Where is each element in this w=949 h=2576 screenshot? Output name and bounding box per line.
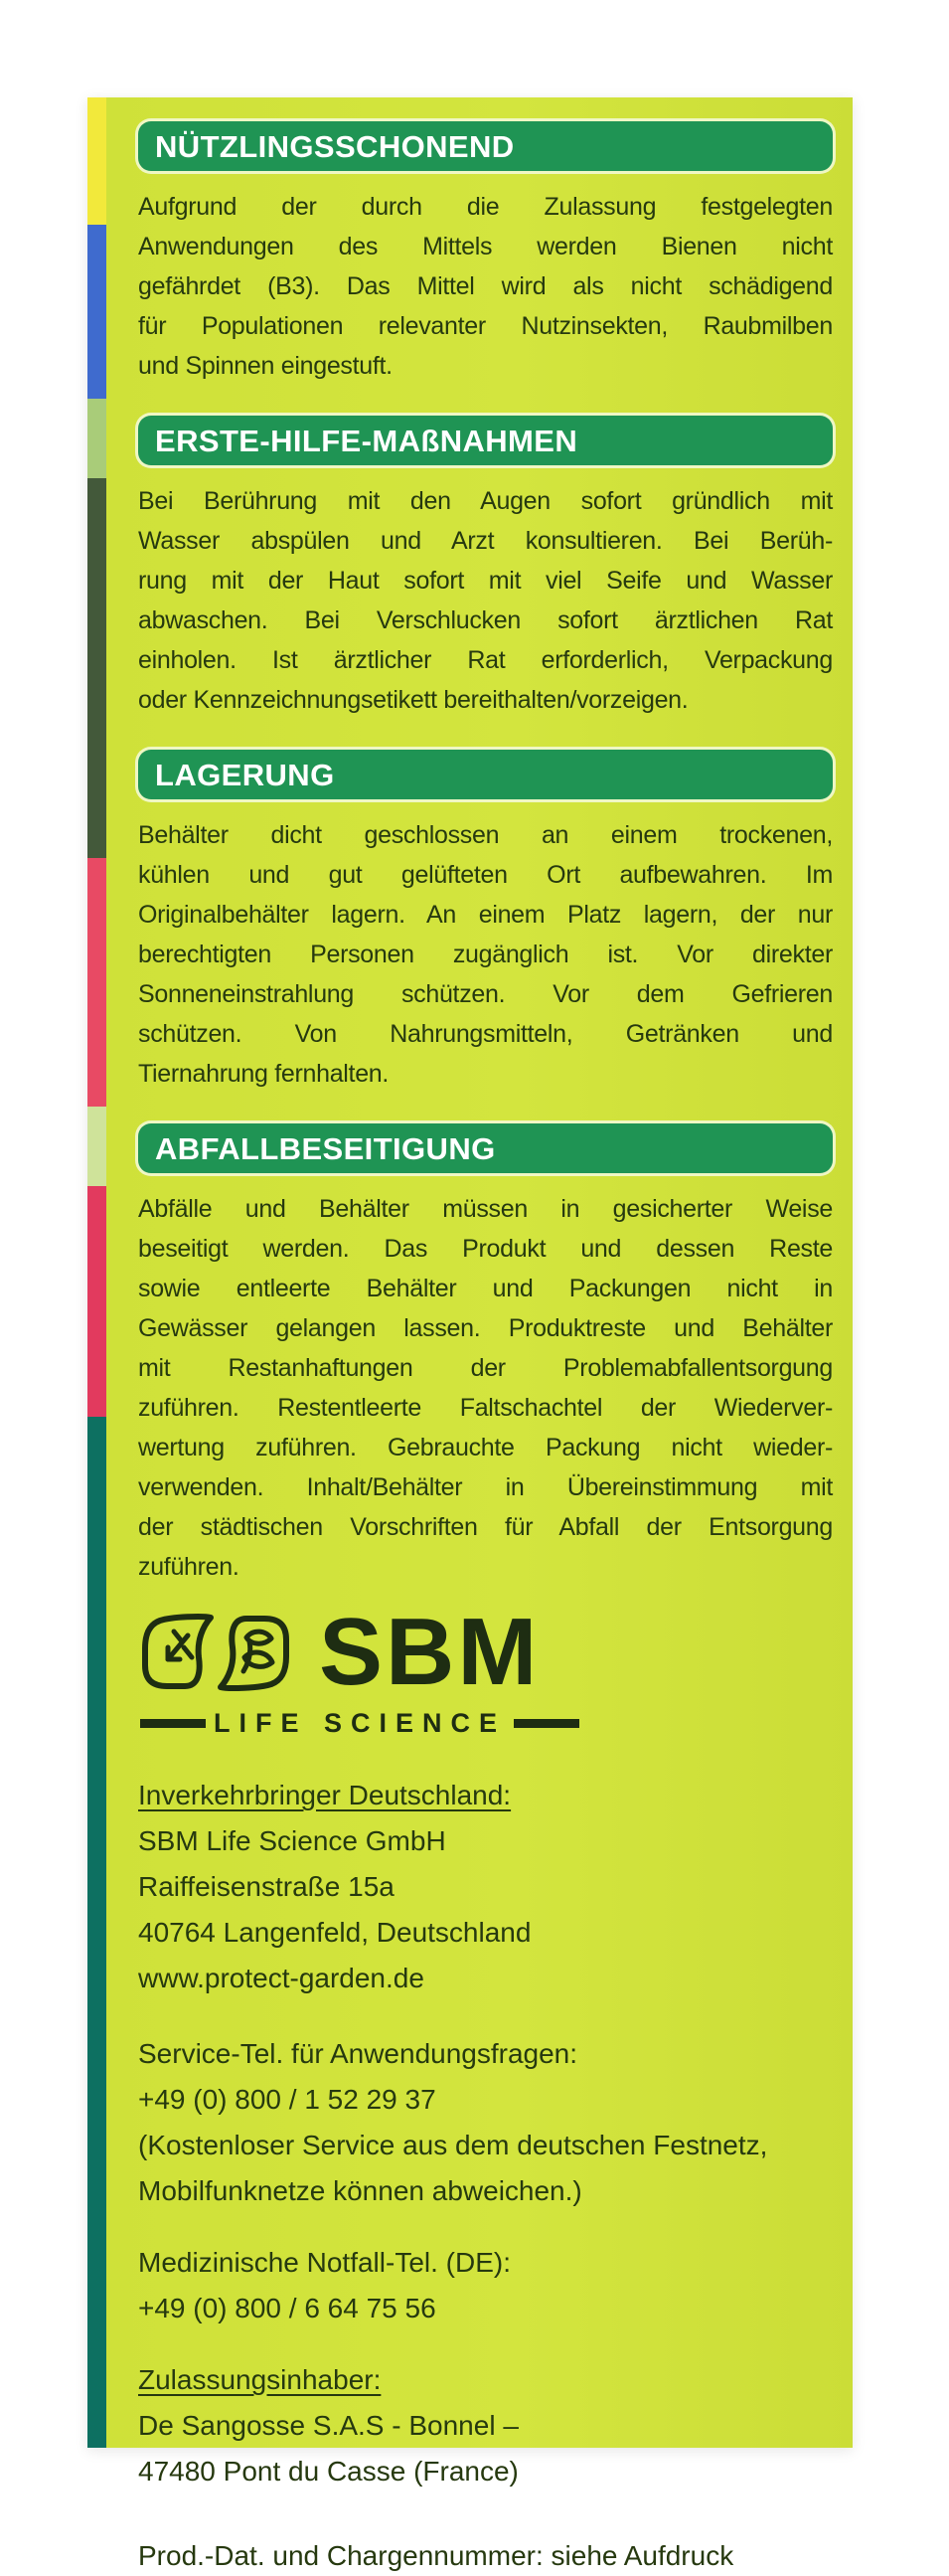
spine-segment-berry-red bbox=[87, 858, 106, 1107]
distributor-line: Raiffeisenstraße 15a bbox=[138, 1871, 395, 1902]
paragraph-line: für Populationen relevanter Nutzinsekten, Raubmilben bbox=[138, 312, 833, 340]
paragraph-line: Behälter dicht geschlossen an einem trockenen, bbox=[138, 821, 833, 849]
paragraph-line: oder Kennzeichnungsetikett bereithalten/vorzeigen. bbox=[138, 686, 689, 714]
section-badge: ERSTE-HILFE-MAßNAHMEN bbox=[138, 416, 833, 465]
spine-segment-foliage-dark bbox=[87, 478, 106, 858]
paragraph-line: Originalbehälter lagern. An einem Platz lagern, der nur bbox=[138, 901, 833, 929]
section-abfallbeseitigung bbox=[138, 1123, 833, 1587]
service-phone-block bbox=[138, 2031, 833, 2214]
spine-segment-blue bbox=[87, 225, 106, 399]
paragraph-line: gefährdet (B3). Das Mittel wird als nicht schädigend bbox=[138, 272, 833, 300]
section-nuetzlingsschonend bbox=[138, 121, 833, 386]
spine-segment-yellow bbox=[87, 97, 106, 225]
label-panel bbox=[106, 97, 853, 2571]
spine-segment-berry-red-2 bbox=[87, 1186, 106, 1417]
service-phone-heading: Service-Tel. für Anwendungsfragen: bbox=[138, 2038, 578, 2069]
paragraph-line: verwenden. Inhalt/Behälter in Übereinstimmung mit bbox=[138, 1473, 833, 1501]
paragraph-line: wertung zuführen. Gebrauchte Packung nicht wieder- bbox=[138, 1434, 833, 1461]
spine-segment-leaf-light bbox=[87, 399, 106, 478]
section-badge: ABFALLBESEITIGUNG bbox=[138, 1123, 833, 1173]
paragraph-line: abwaschen. Bei Verschlucken sofort ärztlichen Rat bbox=[138, 606, 833, 634]
paragraph-line: Aufgrund der durch die Zulassung festgelegten bbox=[138, 193, 833, 221]
paragraph-line: der städtischen Vorschriften für Abfall der Entsorgung bbox=[138, 1513, 833, 1541]
section-badge: NÜTZLINGSSCHONEND bbox=[138, 121, 833, 171]
section-erste-hilfe bbox=[138, 416, 833, 720]
paragraph-line: kühlen und gut gelüfteten Ort aufbewahren. Im bbox=[138, 861, 833, 889]
distributor-block bbox=[138, 1773, 833, 2001]
logo-dash-left bbox=[140, 1719, 206, 1728]
authorization-heading: Zulassungsinhaber: bbox=[138, 2364, 382, 2395]
paragraph-line: Sonneneinstrahlung schützen. Vor dem Gefrieren bbox=[138, 980, 833, 1008]
authorization-line: 47480 Pont du Casse (France) bbox=[138, 2456, 519, 2487]
paragraph-line: schützen. Von Nahrungsmitteln, Getränken und bbox=[138, 1020, 833, 1048]
distributor-website: www.protect-garden.de bbox=[138, 1963, 424, 1993]
paragraph-line: Gewässer gelangen lassen. Produktreste und Behälter bbox=[138, 1314, 833, 1342]
logo-dash-right bbox=[514, 1719, 579, 1728]
production-date-note: Prod.-Dat. und Chargennummer: siehe Aufdruck bbox=[138, 2540, 734, 2571]
paragraph-line: rung mit der Haut sofort mit viel Seife und Wasser bbox=[138, 567, 833, 595]
paragraph-line: Anwendungen des Mittels werden Bienen nicht bbox=[138, 233, 833, 260]
section-paragraph bbox=[138, 187, 833, 386]
section-paragraph bbox=[138, 481, 833, 720]
paragraph-line: und Spinnen eingestuft. bbox=[138, 352, 393, 380]
distributor-line: SBM Life Science GmbH bbox=[138, 1825, 446, 1856]
sbm-life-science bbox=[140, 1708, 579, 1739]
paragraph-line: Bei Berührung mit den Augen sofort gründlich mit bbox=[138, 487, 833, 515]
medical-phone-heading: Medizinische Notfall-Tel. (DE): bbox=[138, 2247, 511, 2278]
paragraph-line: zuführen. bbox=[138, 1553, 239, 1581]
authorization-block bbox=[138, 2357, 833, 2494]
distributor-line: 40764 Langenfeld, Deutschland bbox=[138, 1917, 532, 1948]
paragraph-line: zuführen. Restentleerte Faltschachtel der Wiederver- bbox=[138, 1394, 833, 1422]
sbm-logo bbox=[140, 1599, 833, 1705]
service-phone-number: +49 (0) 800 / 1 52 29 37 bbox=[138, 2084, 436, 2115]
medical-phone-number: +49 (0) 800 / 6 64 75 56 bbox=[138, 2293, 436, 2323]
paragraph-line: mit Restanhaftungen der Problemabfallentsorgung bbox=[138, 1354, 833, 1382]
box-spine-edge bbox=[87, 97, 106, 2448]
section-paragraph bbox=[138, 815, 833, 1094]
paragraph-line: berechtigten Personen zugänglich ist. Vor direkter bbox=[138, 941, 833, 968]
section-badge: LAGERUNG bbox=[138, 750, 833, 799]
paragraph-line: Wasser abspülen und Arzt konsultieren. Bei Berüh- bbox=[138, 527, 833, 555]
sbm-logo-text: SBM bbox=[319, 1599, 541, 1705]
logo-subtitle: LIFE SCIENCE bbox=[213, 1708, 507, 1738]
service-phone-note: Mobilfunknetze können abweichen.) bbox=[138, 2175, 582, 2206]
medical-phone-block bbox=[138, 2240, 833, 2331]
section-paragraph bbox=[138, 1189, 833, 1587]
section-lagerung bbox=[138, 750, 833, 1094]
spine-segment-teal bbox=[87, 1417, 106, 2448]
paragraph-line: sowie entleerte Behälter und Packungen nicht in bbox=[138, 1275, 833, 1302]
spine-segment-leaf-pale bbox=[87, 1107, 106, 1186]
product-box-back-panel bbox=[87, 97, 853, 2571]
paragraph-line: Tiernahrung fernhalten. bbox=[138, 1060, 390, 1088]
distributor-heading: Inverkehrbringer Deutschland: bbox=[138, 1780, 512, 1810]
paragraph-line: beseitigt werden. Das Produkt und dessen Reste bbox=[138, 1235, 833, 1263]
paragraph-line: einholen. Ist ärztlicher Rat erforderlich, Verpackung bbox=[138, 646, 833, 674]
paragraph-line: Abfälle und Behälter müssen in gesicherter Weise bbox=[138, 1195, 833, 1223]
sbm-leaves-icon bbox=[140, 1614, 291, 1691]
service-phone-note: (Kostenloser Service aus dem deutschen Festnetz, bbox=[138, 2130, 768, 2160]
authorization-line: De Sangosse S.A.S - Bonnel – bbox=[138, 2410, 519, 2441]
